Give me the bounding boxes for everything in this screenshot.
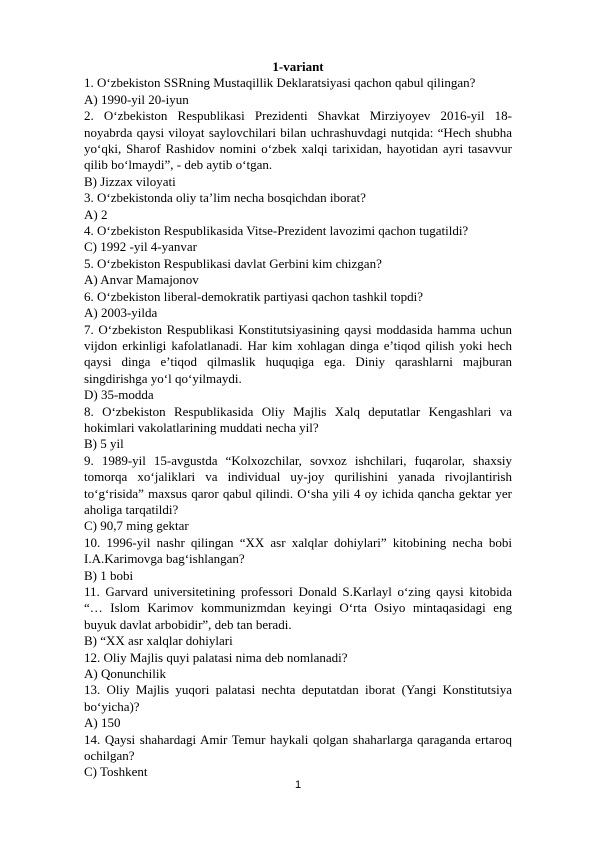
answer-text: A) 150: [84, 715, 121, 731]
question-text: 7. O‘zbekiston Respublikasi Konstitutsiyasining qaysi moddasida hamma uchun vijdon erkinligi kafolatlanadi. Har kim xohlagan dinga e’tiqod qilish yoki hech qaysi dinga e’tiqod qilmaslik huquqiga ega. Diniy qarashlarni majburan singdirishga yo‘l qo‘yilmaydi.: [84, 321, 512, 386]
question-text: 8. O‘zbekiston Respublikasida Oliy Majlis Xalq deputatlar Kengashlari va hokimlari vakolatlarining muddati necha yil?: [84, 403, 512, 435]
answer-text: A) Qonunchilik: [84, 666, 166, 682]
question-text: 14. Qaysi shahardagi Amir Temur haykali qolgan shaharlarga qaraganda ertaroq ochilgan?: [84, 731, 512, 764]
question-text: 13. Oliy Majlis yuqori palatasi nechta deputatdan iborat (Yangi Konstitutsiya bo‘yicha)?: [84, 682, 512, 714]
answer-text: B) 1 bobi: [84, 567, 134, 583]
page-title: 1-variant: [272, 59, 324, 74]
question-text: 9. 1989-yil 15-avgustda “Kolxozchilar, sovxoz ishchilari, fuqarolar, shaxsiy tomorqa xo‘jaliklari va individual uy-joy qurilishini yanada rivojlantirish to‘g‘risida” maxsus qaror qabul qilindi. O‘sha yili 4 oy ichida qancha gektar yer aholiga tarqatildi?: [84, 452, 512, 517]
question-text: 1. O‘zbekiston SSRning Mustaqillik Deklaratsiyasi qachon qabul qilingan?: [84, 75, 476, 91]
page-number: 1: [294, 779, 302, 791]
answer-text: D) 35-modda: [84, 387, 154, 403]
question-text: 10. 1996-yil nashr qilingan “XX asr xalqlar dohiylari” kitobining necha bobi I.A.Karimovga bag‘ishlangan?: [84, 534, 512, 567]
answer-text: A) 2: [84, 206, 108, 222]
document-body: [84, 59, 512, 781]
answer-text: A) 2003-yilda: [84, 305, 158, 321]
question-text: 2. O‘zbekiston Respublikasi Prezidenti Shavkat Mirziyoyev 2016-yil 18-noyabrda qaysi viloyat saylovchilari bilan uchrashuvdagi nutqida: “Hech shubha yo‘qki, Sharof Rashidov nomini o‘zbek xalqi tarixidan, hayotidan ayri tasavvur qilib bo‘lmaydi”, - deb aytib o‘tgan.: [84, 108, 512, 173]
answer-text: B) “XX asr xalqlar dohiylari: [84, 633, 233, 649]
answer-text: C) Toshkent: [84, 764, 148, 780]
answer-text: C) 90,7 ming gektar: [84, 518, 189, 534]
question-text: 5. O‘zbekiston Respublikasi davlat Gerbini kim chizgan?: [84, 255, 382, 271]
question-text: 4. O‘zbekiston Respublikasida Vitse-Prezident lavozimi qachon tugatildi?: [84, 223, 469, 239]
answer-text: A) 1990-yil 20-iyun: [84, 91, 189, 107]
question-text: 6. O‘zbekiston liberal-demokratik partiyasi qachon tashkil topdi?: [84, 288, 423, 304]
answer-text: C) 1992 -yil 4-yanvar: [84, 239, 198, 255]
answer-text: A) Anvar Mamajonov: [84, 272, 199, 288]
question-text: 12. Oliy Majlis quyi palatasi nima deb nomlanadi?: [84, 649, 348, 665]
answer-text: B) Jizzax viloyati: [84, 173, 176, 189]
question-text: 11. Garvard universitetining professori Donald S.Karlayl o‘zing qaysi kitobida “… Islom Karimov kommunizmdan keyingi O‘rta Osiyo mintaqasidagi eng buyuk davlat arbobidir”, deb tan beradi.: [84, 584, 512, 632]
question-text: 3. O‘zbekistonda oliy ta’lim necha bosqichdan iborat?: [84, 190, 366, 206]
answer-text: B) 5 yil: [84, 436, 124, 452]
